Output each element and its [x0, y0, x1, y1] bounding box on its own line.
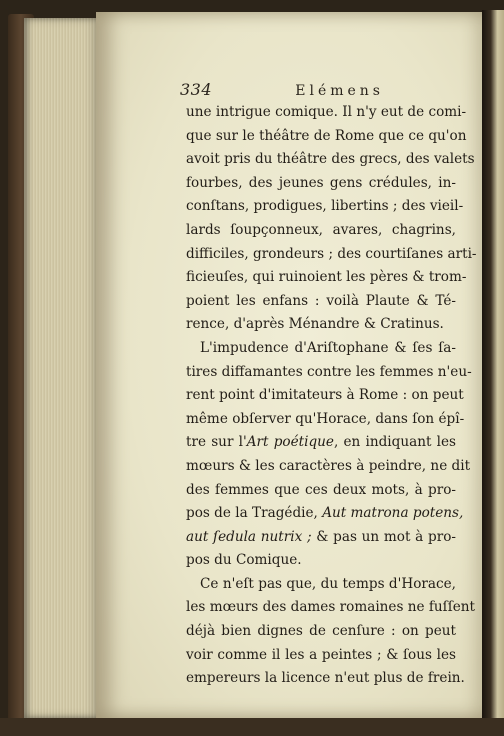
text-run: tre sur l' — [186, 434, 247, 451]
text-line — [186, 408, 465, 432]
text-line — [186, 148, 475, 172]
paragraph — [186, 573, 476, 691]
text-run: voir comme il les a peintes ; & ſous les — [186, 646, 456, 663]
text-run: rent point d'imitateurs à Rome : on peut — [186, 387, 464, 404]
page-stack-edge — [24, 18, 100, 718]
text-line — [186, 549, 456, 573]
text-line — [186, 243, 477, 267]
text-line — [186, 526, 456, 550]
text-line — [186, 620, 456, 644]
text-line — [186, 313, 456, 337]
text-run: tires diffamantes contre les femmes n'eu- — [186, 363, 472, 380]
text-line — [186, 431, 456, 455]
italic-text: aut ſedula nutrix ; — [186, 528, 312, 545]
text-line — [186, 361, 472, 385]
text-line — [186, 479, 456, 503]
text-run: L'impudence d'Ariſtophane & ſes ſa- — [200, 339, 456, 356]
body-text — [186, 101, 477, 691]
text-run: fourbes, des jeunes gens crédules, in- — [186, 174, 456, 191]
italic-text: Art poétique — [246, 434, 334, 451]
text-run: & pas un mot à pro- — [311, 528, 456, 545]
text-run: Ce n'eſt pas que, du temps d'Horace, — [200, 575, 456, 592]
page-number: 334 — [180, 80, 213, 99]
text-line — [186, 125, 467, 149]
italic-text: Aut matrona potens, — [322, 505, 464, 522]
paragraph — [186, 101, 477, 337]
text-line — [186, 455, 471, 479]
text-line — [186, 573, 456, 597]
text-run: ficieuſes, qui ruinoient les pères & trom- — [186, 269, 467, 286]
text-run: une intrigue comique. Il n'y eut de comi- — [186, 104, 467, 120]
text-run: , en indiquant les — [333, 434, 457, 451]
text-line — [186, 337, 456, 361]
text-line — [186, 502, 464, 526]
paragraph — [186, 337, 472, 573]
text-run: conſtans, prodigues, libertins ; des vieil- — [186, 198, 464, 215]
text-run: avoit pris du théâtre des grecs, des valets — [186, 151, 475, 168]
text-run: déjà bien dignes de cenſure : on peut — [186, 623, 456, 640]
text-line — [186, 667, 465, 691]
text-run: pos du Comique. — [186, 552, 302, 569]
text-line — [186, 219, 456, 243]
text-line — [186, 384, 464, 408]
bottom-shadow — [0, 718, 504, 736]
text-run: mœurs & les caractères à peindre, ne dit — [186, 457, 471, 474]
text-line — [186, 290, 456, 314]
text-run: poient les enfans : voilà Plaute & Té- — [186, 292, 456, 309]
page-header — [180, 80, 456, 102]
text-run: même obſerver qu'Horace, dans ſon épî- — [186, 410, 465, 427]
text-run: que sur le théâtre de Rome que ce qu'on — [186, 127, 467, 144]
text-run: des femmes que ces deux mots, à pro- — [186, 481, 456, 498]
text-run: rence, d'après Ménandre & Cratinus. — [186, 316, 444, 333]
text-line — [186, 195, 464, 219]
text-line — [186, 172, 456, 196]
running-head: Elémens — [295, 83, 384, 99]
text-line — [186, 596, 476, 620]
text-run: empereurs la licence n'eut plus de frein. — [186, 670, 465, 687]
text-run: pos de la Tragédie, — [186, 505, 323, 522]
text-line — [186, 266, 467, 290]
facing-page-edge — [482, 10, 504, 722]
text-line — [186, 644, 456, 668]
text-run: difficiles, grondeurs ; des courtiſanes arti- — [186, 245, 477, 262]
text-run: lards ſoupçonneux, avares, chagrins, — [186, 221, 456, 238]
text-run: les mœurs des dames romaines ne fuſſent — [186, 599, 476, 616]
text-line — [186, 101, 467, 125]
